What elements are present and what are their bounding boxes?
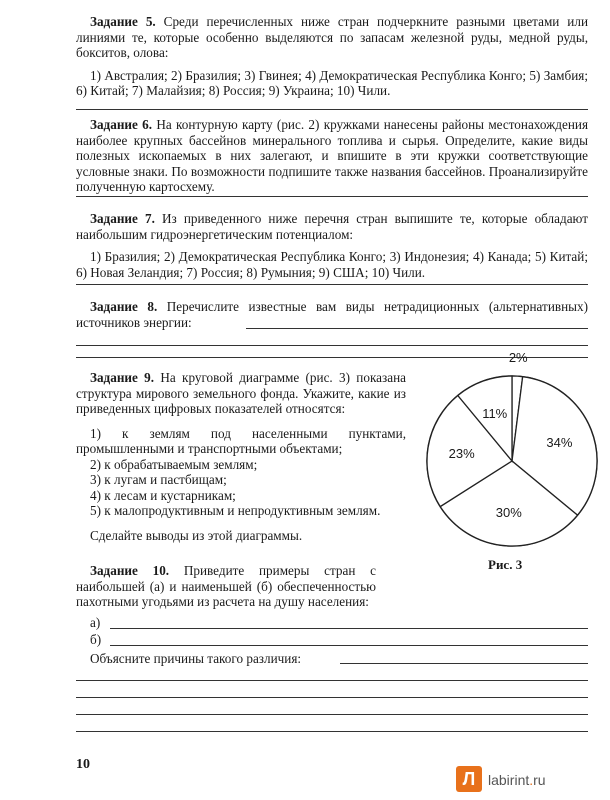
watermark-text	[488, 772, 546, 788]
task-5-label: Задание 5.	[90, 14, 156, 29]
pie-slice-label: 11%	[482, 406, 508, 422]
task-6	[76, 117, 588, 195]
task-9-item: 5) к малопродуктивным и непродуктивным землям.	[90, 503, 381, 518]
task-9	[76, 370, 406, 543]
land-fund-pie-chart	[420, 350, 610, 554]
task-5-list: 1) Австралия; 2) Бразилия; 3) Гвинея; 4) Демократическая Республика Конго; 5) Замбия; 6) Китай; 7) Малайзия; 8) Россия; 9) Украина; 10) Чили.	[76, 67, 588, 98]
answer-line[interactable]	[76, 345, 588, 346]
task-9-items	[76, 426, 406, 519]
pie-slice-label: 23%	[448, 446, 475, 462]
answer-line[interactable]	[76, 714, 588, 715]
pie-slice-label: 34%	[546, 435, 573, 451]
labirint-logo-icon: Л	[456, 766, 482, 792]
task-6-text: На контурную карту (рис. 2) кружками нанесены районы местонахождения наиболее крупных бассейнов минерального топлива и сырья. Определите, какие виды полезных ископаемых в них залегают, и впишите в эти кружки соответствующие условные знаки. По возможности подпишите также названия бассейнов. Проанализируйте полученную картосхему.	[76, 117, 589, 194]
task-9-label: Задание 9.	[90, 370, 155, 385]
divider	[76, 196, 588, 197]
answer-line[interactable]	[76, 731, 588, 732]
answer-line-b[interactable]	[110, 645, 588, 646]
task-8-text: Перечислите известные вам виды нетрадиционных (альтернативных) источников энергии:	[76, 299, 589, 330]
task-5	[76, 14, 588, 99]
divider	[76, 284, 588, 285]
task-7-text: Из приведенного ниже перечня стран выпишите те, которые обладают наибольшим гидроэнергетическим потенциалом:	[76, 211, 588, 242]
task-7-label: Задание 7.	[90, 211, 155, 226]
task-7	[76, 211, 588, 280]
answer-line[interactable]	[340, 663, 588, 664]
task-9-item: 2) к обрабатываемым землям;	[90, 456, 258, 472]
task-10-b-label: б)	[90, 632, 102, 647]
task-10-explain: Объясните причины такого различия:	[90, 651, 302, 666]
task-8-label: Задание 8.	[90, 299, 158, 314]
task-10-a-label: а)	[90, 615, 101, 630]
watermark-left: labirint	[488, 772, 530, 788]
task-10-text: Приведите примеры стран с наибольшей (а) и наименьшей (б) обеспеченностью пахотными угодьями из расчета на душу населения:	[76, 563, 376, 609]
task-9-text: На круговой диаграмме (рис. 3) показана структура мирового земельного фонда. Укажите, какие из приведенных цифровых показателей относятся:	[76, 370, 406, 416]
divider	[76, 109, 588, 110]
watermark-right: ru	[533, 772, 546, 788]
task-5-text: Среди перечисленных ниже стран подчеркните разными цветами или линиями те, которые особенно выделяются по запасам железной руды, медной руды, бокситов, олова:	[76, 14, 589, 60]
task-10	[76, 563, 376, 610]
pie-slice-label: 2%	[508, 350, 528, 366]
page-number: 10	[76, 757, 90, 772]
task-10-label: Задание 10.	[90, 563, 170, 578]
pie-slice-label: 30%	[495, 504, 522, 520]
task-8	[76, 299, 588, 330]
task-9-conclusion: Сделайте выводы из этой диаграммы.	[90, 527, 303, 543]
task-9-item: 1) к землям под населенными пунктами, промышленными и транспортными объектами;	[76, 425, 406, 456]
task-9-item: 3) к лугам и пастбищам;	[90, 472, 227, 487]
watermark-dot: .	[529, 772, 534, 788]
figure-caption: Рис. 3	[488, 557, 523, 572]
answer-line[interactable]	[76, 680, 588, 681]
task-9-item: 4) к лесам и кустарникам;	[90, 487, 236, 503]
task-6-label: Задание 6.	[90, 117, 153, 132]
task-7-list: 1) Бразилия; 2) Демократическая Республика Конго; 3) Индонезия; 4) Канада; 5) Китай; 6) Новая Зеландия; 7) Россия; 8) Румыния; 9) США; 10) Чили.	[76, 249, 588, 280]
pie-group	[427, 350, 597, 546]
answer-line[interactable]	[76, 697, 588, 698]
answer-line-a[interactable]	[110, 628, 588, 629]
answer-line[interactable]	[246, 328, 588, 329]
